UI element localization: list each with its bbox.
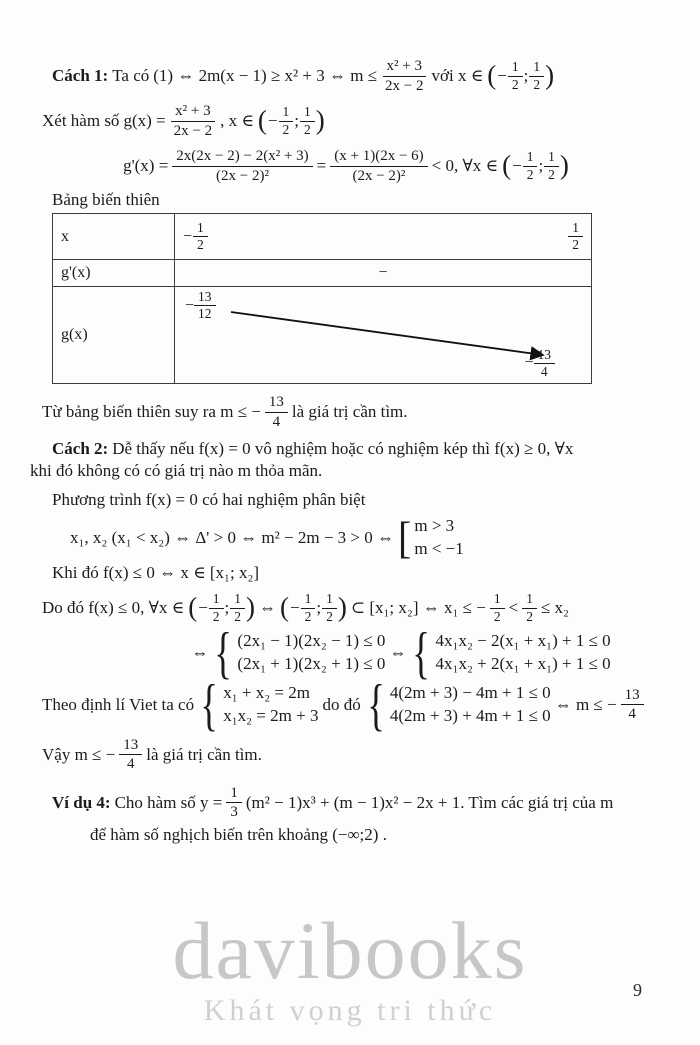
fraction-one-half: $\frac{1}{2}$ — [490, 592, 505, 623]
left-paren: ( — [257, 104, 267, 135]
viet-sum: x₁ + x₂ = 2m — [223, 683, 310, 703]
semicolon: ; — [224, 598, 230, 618]
table-caption-row — [30, 190, 662, 210]
subset-chain: ⊂ [x₁; x₂] ⇔ x₁ ≤ − — [350, 598, 486, 618]
roots-condition-line — [30, 512, 662, 562]
fraction-one-half: $\frac{1}{2}$ — [322, 592, 337, 623]
page-number: 9 — [633, 980, 642, 1000]
minus-sign: − — [290, 598, 300, 618]
fraction-one-half: $\frac{1}{2}$ — [522, 592, 537, 623]
fraction-one-third: $\frac{1}{3}$ — [226, 785, 242, 821]
expanded-system — [410, 620, 611, 685]
conclusion-before: Từ bảng biến thiên suy ra m ≤ − — [42, 402, 261, 421]
m-alternatives-rows — [414, 516, 463, 559]
variation-table — [52, 213, 592, 384]
derivative-tail: < 0, ∀x ∈ — [431, 156, 499, 175]
final-line-pre: Vậy m ≤ − — [42, 744, 116, 764]
fraction-one-half: $\frac{1}{2}$ — [209, 592, 224, 623]
consider-text: Xét hàm số — [42, 111, 120, 130]
left-bracket: [ — [398, 512, 412, 562]
g-start-value — [185, 290, 216, 321]
semicolon: ; — [523, 66, 529, 85]
final-line-post: là giá trị cần tìm. — [146, 744, 262, 764]
fraction-13-4: $\frac{13}{4}$ — [534, 348, 556, 379]
left-paren: ( — [487, 59, 497, 90]
method1-line1 — [30, 58, 662, 94]
method1-chain: (1) ⇔ 2m(x − 1) ≥ x² + 3 ⇔ m ≤ — [153, 66, 378, 85]
method1-intro: Ta có — [112, 66, 150, 85]
g-end-value — [524, 348, 555, 379]
viet-system-rows — [223, 683, 318, 726]
derivative-line — [30, 148, 662, 184]
table-x-values — [175, 214, 591, 260]
hence-text: Do đó f(x) ≤ 0, ∀x ∈ — [42, 598, 185, 618]
method2-para1-line1: Dễ thấy nếu f(x) = 0 vô nghiệm hoặc có nghiệm kép thì f(x) ≥ 0, ∀x — [112, 439, 574, 458]
left-brace: { — [214, 620, 233, 685]
then-line — [30, 563, 662, 583]
less-than-sign: < — [508, 598, 519, 618]
derivative-fraction-1: $\frac{\text{2x(2x − 2) − 2(x² + 3)}}{\text{(2x − 2)²}}$ — [172, 148, 312, 184]
fraction-one-half: $\frac{1}{2}$ — [279, 105, 294, 136]
minus-sign: − — [512, 156, 522, 175]
minus-sign: − — [497, 66, 507, 85]
semicolon: ; — [316, 598, 322, 618]
left-brace: { — [412, 620, 431, 685]
fraction-one-half: $\frac{1}{2}$ — [193, 221, 208, 252]
x-right-value: $\frac{1}{2}$ — [568, 221, 583, 252]
fraction-13-4: $\frac{13}{4}$ — [265, 394, 288, 430]
m-inequality-rows — [390, 683, 551, 726]
interval-open — [487, 60, 554, 91]
m-inequality-1: 4(2m + 3) − 4m + 1 ≤ 0 — [389, 683, 551, 703]
derivative-lhs: g'(x) = — [123, 156, 169, 175]
le-x2-text: ≤ x₂ — [540, 598, 569, 618]
example4-line2 — [30, 825, 662, 845]
expanded-system-rows — [436, 631, 611, 674]
right-paren: ) — [337, 591, 347, 622]
final-chain: ⇔ m ≤ − — [554, 694, 617, 714]
fraction-one-half: $\frac{1}{2}$ — [508, 60, 523, 91]
m-alternatives-system — [398, 512, 464, 562]
product-system — [212, 620, 386, 685]
product-inequality-2: (2x₁ + 1)(2x₂ + 1) ≤ 0 — [237, 653, 386, 673]
fraction-13-4: $\frac{13}{4}$ — [119, 737, 142, 773]
left-paren: ( — [188, 591, 198, 622]
viet-line — [30, 672, 662, 737]
method2-line2 — [30, 461, 662, 481]
with-x-text: với x ∈ — [431, 66, 484, 85]
viet-product: x₁x₂ = 2m + 3 — [223, 705, 319, 725]
fraction-13-4: $\frac{13}{4}$ — [621, 687, 644, 723]
method2-para2 — [30, 490, 662, 510]
systems-line — [85, 620, 700, 685]
method1-line2 — [30, 103, 662, 139]
table-caption: Bảng biến thiên — [52, 190, 160, 209]
method2-para1-line2: khi đó không có có giá trị nào m thỏa mãn. — [30, 461, 323, 480]
semicolon: ; — [538, 156, 544, 175]
minus-sign: − — [267, 111, 278, 130]
minus-sign: − — [185, 296, 195, 314]
example4-condition: để hàm số nghịch biến trên khoảng (−∞;2) . — [90, 824, 387, 844]
right-paren: ) — [315, 104, 325, 135]
table-gprime-label: g'(x) — [53, 260, 175, 287]
fraction-one-half: $\frac{1}{2}$ — [544, 150, 559, 181]
g-fraction: $\frac{\text{x² + 3}}{2x - 2}$ — [381, 58, 427, 94]
method2-line1 — [30, 439, 662, 459]
fraction-one-half: $\frac{1}{2}$ — [529, 60, 544, 91]
viet-intro: Theo định lí Viet ta có — [42, 694, 195, 714]
example4-label: Ví dụ 4: — [52, 792, 111, 812]
conclusion-after: là giá trị cần tìm. — [291, 402, 408, 421]
fraction-one-half: $\frac{1}{2}$ — [301, 592, 316, 623]
interval-open — [258, 105, 325, 136]
product-system-rows — [237, 631, 385, 674]
iff-sign: ⇔ — [389, 642, 407, 662]
expanded-inequality-1: 4x₁x₂ − 2(x₁ + x₁) + 1 ≤ 0 — [435, 631, 611, 651]
g-of-x-text: g(x) = — [123, 111, 166, 130]
interval-open — [188, 592, 255, 623]
hence-line — [30, 592, 662, 623]
watermark-subtitle: Khát vọng tri thức — [203, 994, 497, 1028]
m-inequality-2: 4(2m + 3) + 4m + 1 ≤ 0 — [389, 705, 551, 725]
method1-label: Cách 1: — [52, 66, 109, 85]
decreasing-arrow — [227, 305, 557, 367]
method2-conclusion — [30, 737, 662, 773]
roots-chain: x₁, x₂ (x₁ < x₂) ⇔ Δ' > 0 ⇔ m² − 2m − 3 > 0 ⇔ — [70, 527, 395, 547]
method1-conclusion — [30, 394, 662, 430]
example4-line1 — [30, 785, 662, 821]
left-brace: { — [366, 672, 385, 737]
fraction-one-half: $\frac{1}{2}$ — [230, 592, 245, 623]
g-fraction: $\frac{\text{x² + 3}}{2x - 2}$ — [170, 103, 216, 139]
left-paren: ( — [502, 149, 512, 180]
left-brace: { — [200, 672, 218, 737]
table-g-behavior — [175, 287, 591, 383]
right-paren: ) — [246, 591, 256, 622]
example4-polynomial: (m² − 1)x³ + (m − 1)x² − 2x + 1. Tìm các giá trị của m — [245, 792, 614, 812]
m-alternative-2: m < −1 — [414, 538, 464, 558]
equation-two-roots-text: Phương trình f(x) = 0 có hai nghiệm phân biệt — [52, 490, 366, 509]
interval-open — [280, 592, 347, 623]
minus-sign: − — [198, 598, 208, 618]
example4-intro: Cho hàm số y = — [114, 792, 223, 812]
table-g-label: g(x) — [53, 287, 175, 383]
fraction-13-12: $\frac{13}{12}$ — [194, 290, 216, 321]
minus-sign: − — [183, 227, 193, 245]
m-inequality-system — [365, 672, 551, 737]
expanded-inequality-2: 4x₁x₂ + 2(x₁ + x₁) + 1 ≤ 0 — [435, 653, 611, 673]
left-paren: ( — [280, 591, 290, 622]
watermark-title: davibooks — [172, 905, 528, 996]
table-gprime-sign: − — [175, 260, 591, 287]
publisher-watermark — [0, 905, 700, 1028]
fraction-one-half: $\frac{1}{2}$ — [300, 105, 315, 136]
table-x-label: x — [53, 214, 175, 260]
then-text: Khi đó f(x) ≤ 0 ⇔ x ∈ [x₁; x₂] — [52, 563, 260, 583]
iff-sign: ⇔ — [259, 598, 277, 618]
minus-sign: − — [524, 354, 534, 372]
iff-sign: ⇔ — [191, 642, 209, 662]
right-paren: ) — [559, 149, 569, 180]
fraction-one-half: $\frac{1}{2}$ — [523, 150, 538, 181]
method2-label: Cách 2: — [52, 439, 109, 458]
x-left-value — [183, 221, 208, 252]
equals-sign: = — [316, 156, 327, 175]
comma-x-text: , x ∈ — [220, 111, 254, 130]
product-inequality-1: (2x₁ − 1)(2x₂ − 1) ≤ 0 — [237, 631, 386, 651]
so-text: do đó — [322, 694, 361, 714]
m-alternative-1: m > 3 — [414, 516, 455, 535]
derivative-fraction-2: $\frac{(x + 1)(2x - 6)}{\text{(2x − 2)²}}$ — [330, 148, 427, 184]
right-paren: ) — [545, 59, 555, 90]
interval-open — [502, 150, 569, 181]
viet-system — [198, 672, 319, 737]
semicolon: ; — [294, 111, 299, 130]
